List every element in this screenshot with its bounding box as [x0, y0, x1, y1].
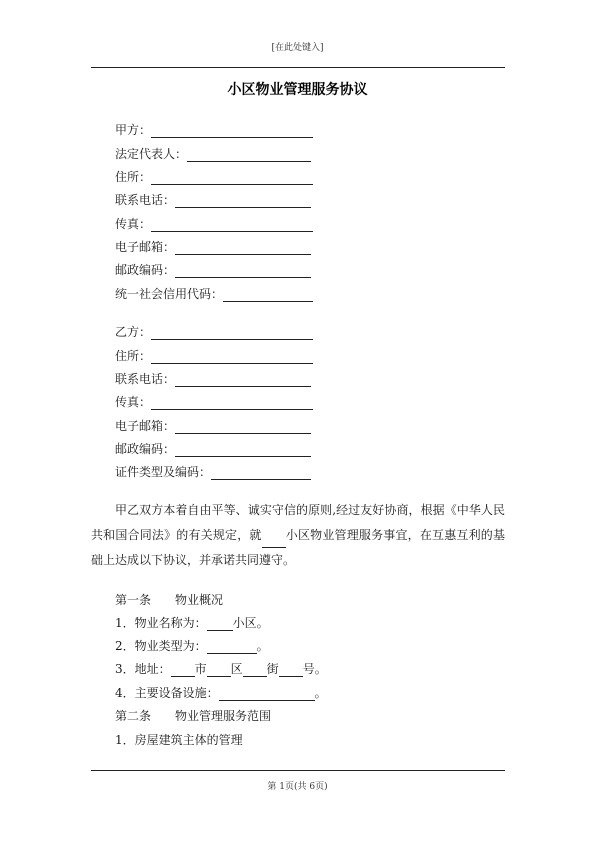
equipment-blank[interactable] — [219, 688, 315, 701]
address-label: 住所： — [115, 349, 152, 363]
postcode-label: 邮政编码： — [115, 263, 176, 277]
credit-code-label: 统一社会信用代码： — [115, 287, 224, 301]
article-2-heading — [115, 708, 271, 724]
phone-label: 联系电话： — [115, 372, 176, 386]
property-name-suffix: 小区。 — [232, 616, 269, 630]
fax-label: 传真： — [115, 395, 152, 409]
district-unit: 区 — [230, 662, 243, 676]
party-b-label: 乙方： — [115, 325, 152, 339]
footer-divider — [91, 770, 505, 771]
address-label: 住所： — [115, 170, 152, 184]
article-1-heading — [115, 592, 223, 608]
street-unit: 街 — [266, 662, 279, 676]
party-b-phone-field — [115, 371, 311, 387]
email-label: 电子邮箱： — [115, 419, 176, 433]
phone-blank[interactable] — [175, 373, 311, 387]
party-a-blank[interactable] — [151, 124, 313, 138]
header-divider — [91, 67, 505, 68]
party-b-email-field — [115, 418, 311, 434]
property-type-label: 2．物业类型为： — [115, 639, 207, 653]
fax-label: 传真： — [115, 217, 152, 231]
page-header: [在此处键入] — [271, 43, 324, 53]
credit-code-blank[interactable] — [223, 288, 313, 302]
postcode-label: 邮政编码： — [115, 442, 176, 456]
party-a-legal-rep-field — [115, 146, 311, 162]
party-b-blank[interactable] — [151, 326, 313, 340]
article-1-item-3 — [115, 661, 327, 677]
address-label: 3．地址： — [115, 662, 171, 676]
building-management-item: 1．房屋建筑主体的管理 — [115, 733, 243, 747]
party-a-field — [115, 122, 313, 138]
district-blank[interactable] — [207, 664, 231, 677]
party-a-phone-field — [115, 192, 311, 208]
property-type-suffix: 。 — [256, 639, 269, 653]
number-unit: 号。 — [302, 662, 327, 676]
community-name-blank[interactable] — [262, 535, 286, 548]
party-b-fax-field — [115, 394, 313, 410]
party-b-id-type-field — [115, 464, 311, 480]
preamble-text-1: 甲乙双方本着自由平等、诚实守信的原则,经过友好协商，根据《中华人民共和国合同法》的有关规定，就 — [91, 503, 505, 542]
legal-rep-blank[interactable] — [187, 148, 311, 162]
fax-blank[interactable] — [151, 218, 313, 232]
article-2-item-1 — [115, 732, 243, 748]
phone-blank[interactable] — [175, 194, 311, 208]
legal-rep-label: 法定代表人： — [115, 147, 188, 161]
article-title: 物业概况 — [175, 593, 224, 607]
party-b-postcode-field — [115, 441, 311, 457]
address-blank[interactable] — [151, 350, 313, 364]
postcode-blank[interactable] — [175, 443, 311, 457]
id-type-label: 证件类型及编码： — [115, 465, 212, 479]
id-type-blank[interactable] — [211, 466, 311, 480]
preamble-paragraph — [91, 498, 505, 573]
article-title: 物业管理服务范围 — [175, 709, 272, 723]
city-blank[interactable] — [171, 664, 195, 677]
email-blank[interactable] — [175, 420, 311, 434]
phone-label: 联系电话： — [115, 193, 176, 207]
street-blank[interactable] — [243, 664, 267, 677]
article-number: 第一条 — [115, 593, 152, 607]
article-1-item-4 — [115, 685, 327, 701]
equipment-suffix: 。 — [314, 686, 327, 700]
city-unit: 市 — [194, 662, 207, 676]
party-a-label: 甲方： — [115, 123, 152, 137]
document-title: 小区物业管理服务协议 — [227, 82, 368, 98]
address-blank[interactable] — [151, 171, 313, 185]
article-1-item-2 — [115, 638, 269, 654]
fax-blank[interactable] — [151, 396, 313, 410]
page-footer: 第 1页(共 6页) — [267, 782, 328, 792]
property-type-blank[interactable] — [207, 641, 257, 654]
article-1-item-1 — [115, 615, 269, 631]
party-a-email-field — [115, 239, 311, 255]
party-a-address-field — [115, 169, 313, 185]
preamble-text-2: 小区物业管理服务事宜，在互惠互利的基础上达成以下协议，并承诺共同遵守。 — [91, 528, 505, 567]
postcode-blank[interactable] — [175, 264, 311, 278]
article-number: 第二条 — [115, 709, 152, 723]
party-b-field — [115, 324, 313, 340]
party-a-postcode-field — [115, 262, 311, 278]
number-blank[interactable] — [279, 664, 303, 677]
email-label: 电子邮箱： — [115, 240, 176, 254]
party-a-credit-code-field — [115, 286, 313, 302]
equipment-label: 4．主要设备设施： — [115, 686, 219, 700]
property-name-label: 1．物业名称为： — [115, 616, 207, 630]
property-name-blank[interactable] — [207, 618, 233, 631]
party-b-address-field — [115, 348, 313, 364]
email-blank[interactable] — [175, 241, 311, 255]
party-a-fax-field — [115, 216, 313, 232]
